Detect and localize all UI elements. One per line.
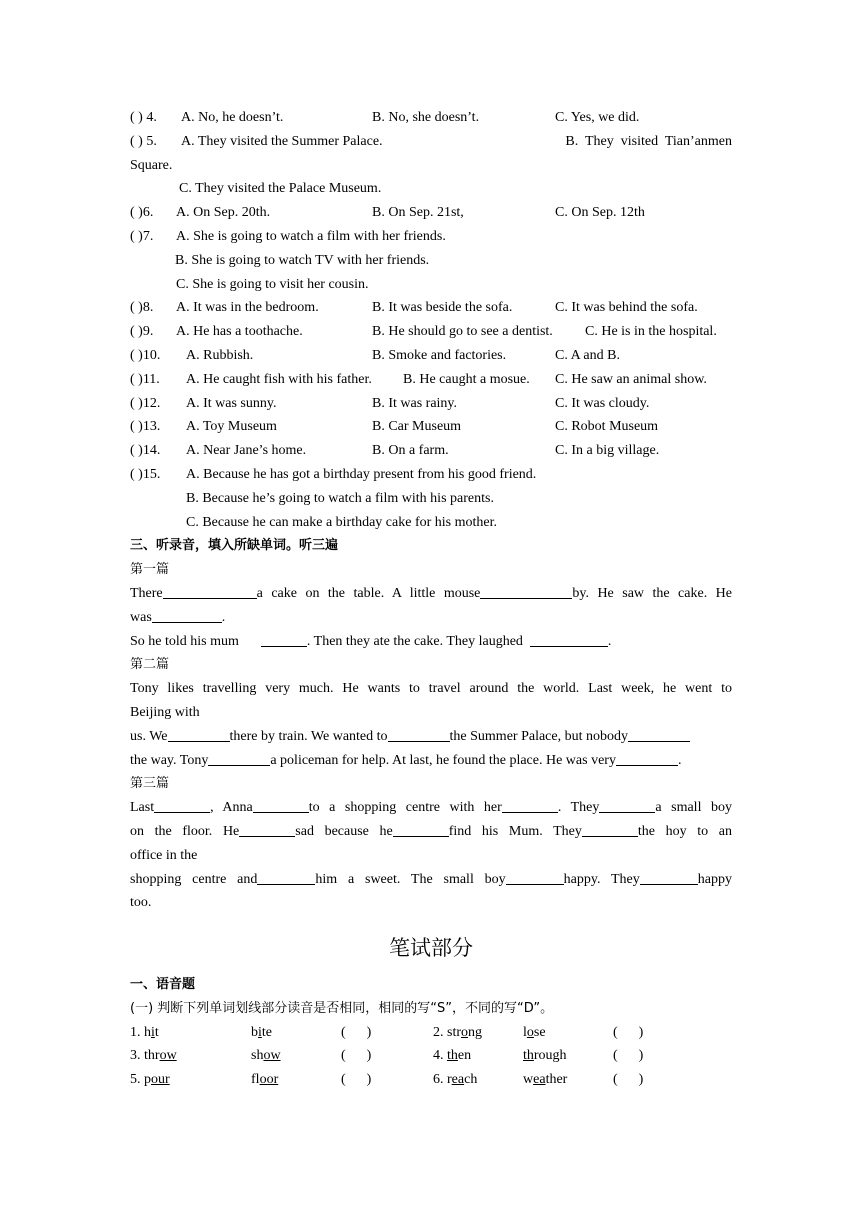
answer-blank[interactable] bbox=[152, 607, 222, 623]
passage-2-line: us. We there by train. We wanted to the Summer Palace, but nobody bbox=[130, 725, 732, 749]
word: floor bbox=[251, 1072, 279, 1088]
phonetics-row bbox=[130, 1068, 732, 1092]
passage-2-line: Beijing with bbox=[130, 704, 200, 720]
section-3-heading: 三、听录音，填入所缺单词。听三遍 bbox=[130, 538, 339, 554]
answer-parentheses[interactable]: ( ) bbox=[341, 1048, 372, 1064]
passage-1-line: was . bbox=[130, 606, 732, 630]
word: 2. strong bbox=[433, 1024, 482, 1040]
passage-3-line: Last , Anna to a shopping centre with her . They a small boy bbox=[130, 796, 732, 820]
word: 4. then bbox=[433, 1048, 472, 1064]
word: bite bbox=[251, 1024, 272, 1040]
answer-blank[interactable] bbox=[480, 583, 572, 599]
answer-parentheses[interactable]: ( ) bbox=[613, 1072, 644, 1088]
answer-blank[interactable] bbox=[208, 750, 270, 766]
answer-blank[interactable] bbox=[154, 797, 210, 813]
listening-questions: ( ) 4. A. No, he doesn’t. B. No, she doesn’t. C. Yes, we did. ( ) 5. A. They visited the Summer Palace. B. They visited Tian’anmen Square. C. They visited the Palace Museum. ( )6. A. On Sep. 20th. B. On Sep. 21st, C. On Sep. 12th ( )7. A. She is going to watch a film with her friends. B. She is going to watch TV with her friends. C. She is going to visit her cousin. ( )8. A. It was in the bedroom. B. It was beside the sofa. C. It was behind the sofa. ( )9. A. He has a toothache. B. He should go to see a dentist. C. He is in the hospital. ( )10. A. Rubbish. B. Smoke and factories. C. A and B. ( )11. A. He caught fish with his father. B. He caught a mosue. C. He saw an animal show. ( )12. A. It was sunny. B. It was rainy. C. It was cloudy. ( )13. A. Toy Museum B. Car Museum C. Robot Museum ( )14. A. Near Jane’s home. B. On a farm. C. In a big village. ( )15. A. Because he has got a birthday present from his good friend. B. Because he’s going to watch a film with his parents. C. Because he can make a birthday cake for his mother. bbox=[130, 106, 732, 534]
answer-blank[interactable] bbox=[393, 821, 449, 837]
word: lose bbox=[523, 1024, 546, 1040]
passage-2-line: the way. Tony a policeman for help. At last, he found the place. He was very . bbox=[130, 749, 732, 773]
word: show bbox=[251, 1048, 281, 1064]
passage-2-line: Tony likes travelling very much. He wants to travel around the world. Last week, he went to bbox=[130, 681, 732, 697]
passage-3-title: 第三篇 bbox=[130, 776, 170, 792]
answer-blank[interactable] bbox=[506, 869, 564, 885]
question-8: ( )8. A. It was in the bedroom. B. It was beside the sofa. C. It was behind the sofa. bbox=[130, 300, 698, 316]
phonetics-row bbox=[130, 1021, 732, 1045]
phonetics-instruction: (一) 判断下列单词划线部分读音是否相同，相同的写“S”，不同的写“D”。 bbox=[130, 1000, 554, 1016]
answer-blank[interactable] bbox=[582, 821, 638, 837]
answer-blank[interactable] bbox=[261, 631, 307, 647]
passage-2-title: 第二篇 bbox=[130, 657, 170, 673]
question-9: ( )9. A. He has a toothache. B. He should go to see a dentist. C. He is in the hospital. bbox=[130, 324, 717, 340]
question-15: ( )15. A. Because he has got a birthday present from his good friend. bbox=[130, 466, 537, 482]
question-13: ( )13. A. Toy Museum B. Car Museum C. Robot Museum bbox=[130, 419, 659, 435]
phonetics-rows bbox=[130, 1021, 732, 1092]
question-7: ( )7. A. She is going to watch a film with her friends. bbox=[130, 228, 446, 244]
written-part-title: 笔试部分 bbox=[389, 936, 473, 961]
passage-3-line: too. bbox=[130, 895, 152, 911]
answer-blank[interactable] bbox=[640, 869, 698, 885]
answer-blank[interactable] bbox=[168, 726, 230, 742]
answer-blank[interactable] bbox=[628, 726, 690, 742]
answer-parentheses[interactable]: ( ) bbox=[613, 1024, 644, 1040]
answer-blank[interactable] bbox=[163, 583, 257, 599]
answer-blank[interactable] bbox=[616, 750, 678, 766]
passage-3-line: office in the bbox=[130, 847, 198, 863]
answer-blank[interactable] bbox=[239, 821, 295, 837]
passage-1-line: There a cake on the table. A little mouse by. He saw the cake. He bbox=[130, 582, 732, 606]
passage-3-line: on the floor. He sad because he find his Mum. They the hoy to an bbox=[130, 820, 732, 844]
word: 6. reach bbox=[433, 1072, 478, 1088]
question-11: ( )11. A. He caught fish with his father. B. He caught a mosue. C. He saw an animal show. bbox=[130, 371, 707, 387]
passage-3-line: shopping centre and him a sweet. The small boy happy. They happy bbox=[130, 868, 732, 892]
question-10: ( )10. A. Rubbish. B. Smoke and factories. C. A and B. bbox=[130, 347, 620, 363]
question-14: ( )14. A. Near Jane’s home. B. On a farm. C. In a big village. bbox=[130, 443, 660, 459]
word: 5. pour bbox=[130, 1072, 170, 1088]
answer-parentheses[interactable]: ( ) bbox=[341, 1072, 372, 1088]
answer-parentheses[interactable]: ( ) bbox=[341, 1024, 372, 1040]
answer-blank[interactable] bbox=[530, 631, 608, 647]
passage-1-line: So he told his mum . Then they ate the cake. They laughed . bbox=[130, 630, 732, 654]
document-page bbox=[130, 106, 732, 1092]
word: through bbox=[523, 1048, 567, 1064]
question-5: ( ) 5. A. They visited the Summer Palace. B. They visited Tian’anmen bbox=[130, 133, 732, 149]
answer-blank[interactable] bbox=[388, 726, 450, 742]
passage-1-title: 第一篇 bbox=[130, 562, 170, 578]
question-4: ( ) 4. A. No, he doesn’t. B. No, she doesn’t. C. Yes, we did. bbox=[130, 110, 640, 125]
answer-parentheses[interactable]: ( ) bbox=[613, 1048, 644, 1064]
phonetics-heading: 一、语音题 bbox=[130, 977, 196, 993]
answer-blank[interactable] bbox=[253, 797, 309, 813]
phonetics-row bbox=[130, 1044, 732, 1068]
answer-blank[interactable] bbox=[599, 797, 655, 813]
question-6: ( )6. A. On Sep. 20th. B. On Sep. 21st, C. On Sep. 12th bbox=[130, 205, 645, 221]
word: weather bbox=[523, 1072, 568, 1088]
question-12: ( )12. A. It was sunny. B. It was rainy. C. It was cloudy. bbox=[130, 395, 650, 411]
word: 3. throw bbox=[130, 1048, 177, 1064]
word: 1. hit bbox=[130, 1024, 159, 1040]
answer-blank[interactable] bbox=[257, 869, 315, 885]
answer-blank[interactable] bbox=[502, 797, 558, 813]
